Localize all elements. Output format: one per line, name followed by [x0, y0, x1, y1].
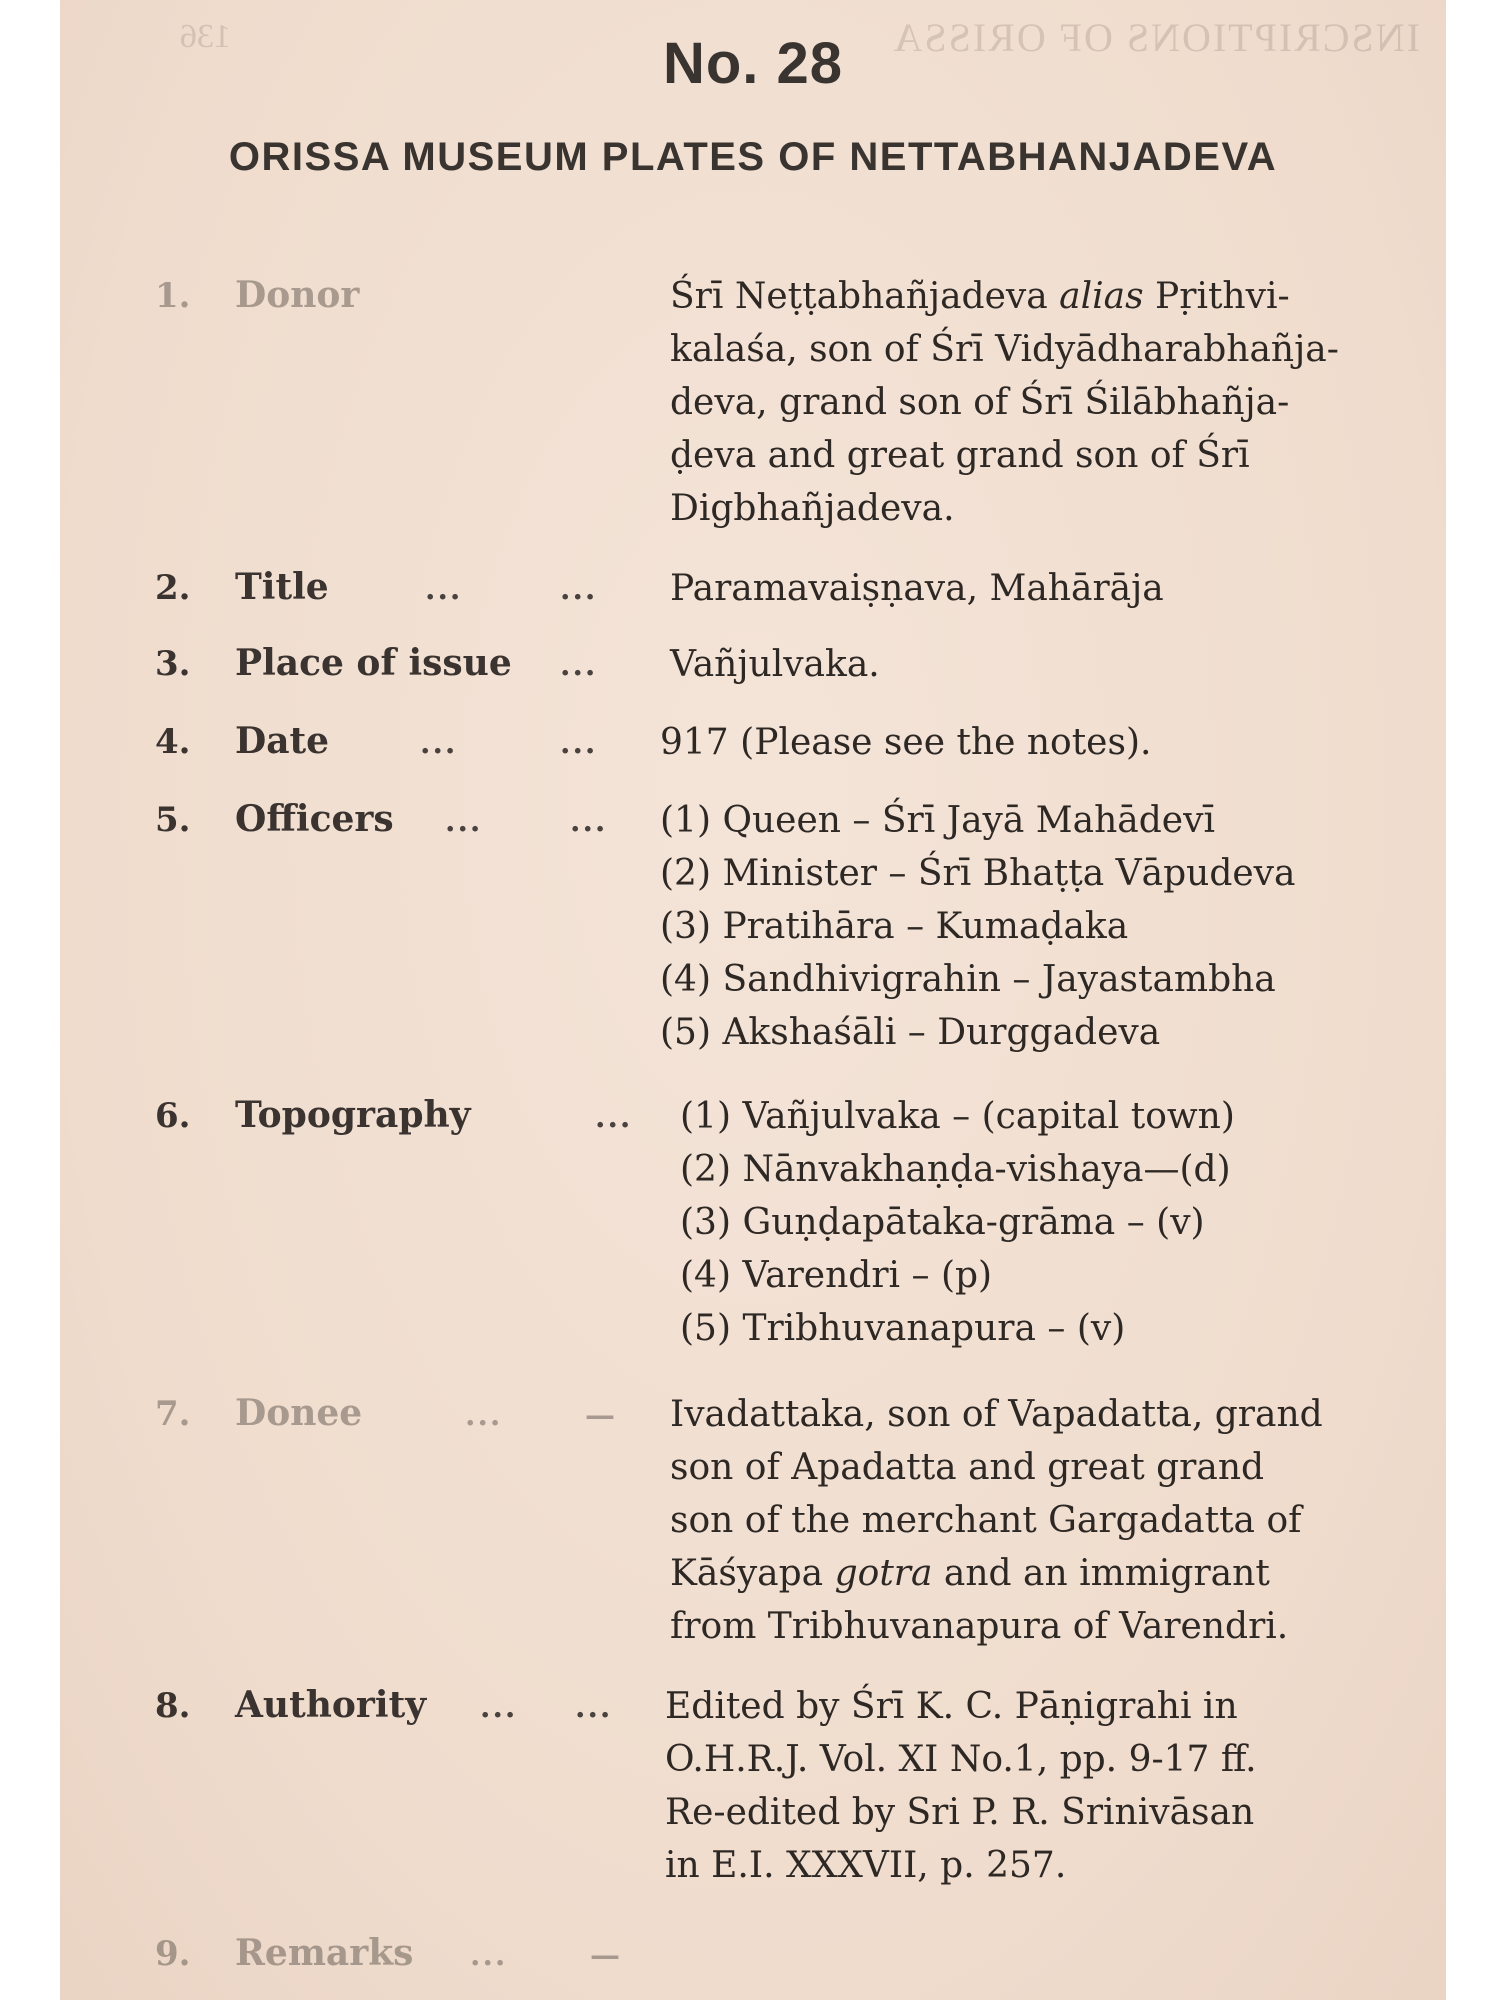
entry-label: Topography	[235, 1094, 471, 1136]
value-line: Ivadattaka, son of Vapadatta, grand	[670, 1394, 1323, 1435]
entry-value	[665, 1680, 1435, 1892]
value-line: (3) Pratihāra – Kumaḍaka	[660, 906, 1129, 947]
entry-label: Officers	[235, 798, 394, 840]
leader-dots: ...	[575, 1690, 613, 1725]
entry-number: 6.	[155, 1096, 191, 1136]
entry-value	[670, 270, 1440, 535]
value-line: (2) Minister – Śrī Bhaṭṭa Vāpudeva	[660, 853, 1296, 894]
value-line: son of Apadatta and great grand	[670, 1447, 1265, 1488]
value-line: (4) Varendri – (p)	[680, 1255, 993, 1296]
document-page	[60, 0, 1446, 2000]
leader-dots: ...	[560, 648, 598, 683]
entry-label: Remarks	[235, 1932, 414, 1974]
value-line: Digbhañjadeva.	[670, 488, 955, 529]
value-line: Re-edited by Sri P. R. Srinivāsan	[665, 1792, 1255, 1833]
value-line: deva, grand son of Śrī Śilābhañja-	[670, 382, 1290, 423]
entry-number: 5.	[155, 800, 191, 840]
entry-value	[670, 638, 1440, 691]
value-line: ḍeva and great grand son of Śrī	[670, 435, 1250, 476]
entry-number: 9.	[155, 1934, 191, 1974]
leader-dots: ...	[445, 804, 483, 839]
value-line: (2) Nānvakhaṇḍa-vishaya—(d)	[680, 1149, 1231, 1190]
leader-dots: ...	[560, 572, 598, 607]
value-line: Paramavaiṣṇava, Mahārāja	[670, 568, 1164, 609]
entry-number: 8.	[155, 1686, 191, 1726]
entry-label: Title	[235, 566, 329, 608]
entry-label: Donor	[235, 274, 360, 316]
inscription-title: ORISSA MUSEUM PLATES OF NETTABHANJADEVA	[228, 135, 1278, 179]
value-line	[670, 270, 1440, 323]
value-line: (5) Akshaśāli – Durggadeva	[660, 1012, 1161, 1053]
leader-dots: —	[585, 1398, 617, 1433]
value-line: (1) Vañjulvaka – (capital town)	[680, 1096, 1235, 1137]
leader-dots: ...	[570, 804, 608, 839]
entry-number: 3.	[155, 644, 191, 684]
entry-value	[670, 1388, 1440, 1653]
entry-number: 1.	[155, 276, 191, 316]
donor-name: Śrī Neṭṭabhañjadeva alias Pṛithvi-	[670, 276, 1290, 317]
entry-number: 2.	[155, 568, 191, 608]
value-line: from Tribhuvanapura of Varendri.	[670, 1606, 1289, 1647]
entry-label: Date	[235, 720, 330, 762]
value-line: (3) Guṇḍapātaka-grāma – (v)	[680, 1202, 1205, 1243]
value-line: 917 (Please see the notes).	[660, 722, 1152, 763]
entry-value	[660, 716, 1430, 769]
bleed-through-page-number: 136	[180, 18, 231, 55]
value-line: (1) Queen – Śrī Jayā Mahādevī	[660, 800, 1215, 841]
leader-dots: ...	[420, 726, 458, 761]
leader-dots: ...	[425, 572, 463, 607]
entry-value	[670, 562, 1440, 615]
leader-dots: ...	[470, 1938, 508, 1973]
entry-label: Place of issue	[235, 642, 512, 684]
entry-label: Authority	[235, 1684, 427, 1726]
value-line: (4) Sandhivigrahin – Jayastambha	[660, 959, 1276, 1000]
leader-dots: ...	[595, 1100, 633, 1135]
value-line: (5) Tribhuvanapura – (v)	[680, 1308, 1126, 1349]
leader-dots: ...	[560, 726, 598, 761]
value-line: kalaśa, son of Śrī Vidyādharabhañja-	[670, 329, 1339, 370]
value-line: Kāśyapa gotra and an immigrant	[670, 1553, 1270, 1594]
entry-label: Donee	[235, 1392, 363, 1434]
entry-value	[680, 1090, 1450, 1355]
leader-dots: —	[590, 1938, 622, 1973]
value-line: Vañjulvaka.	[670, 644, 880, 685]
entry-value	[660, 794, 1430, 1059]
value-line: in E.I. XXXVII, p. 257.	[665, 1845, 1067, 1886]
bleed-through-header: INSCRIPTIONS OF ORISSA	[891, 15, 1420, 60]
entry-number: 4.	[155, 722, 191, 762]
value-line: Edited by Śrī K. C. Pāṇigrahi in	[665, 1686, 1238, 1727]
leader-dots: ...	[465, 1398, 503, 1433]
value-line: O.H.R.J. Vol. XI No.1, pp. 9-17 ff.	[665, 1739, 1257, 1780]
value-line: son of the merchant Gargadatta of	[670, 1500, 1302, 1541]
leader-dots: ...	[480, 1690, 518, 1725]
inscription-number: No. 28	[662, 31, 844, 96]
entry-number: 7.	[155, 1394, 191, 1434]
